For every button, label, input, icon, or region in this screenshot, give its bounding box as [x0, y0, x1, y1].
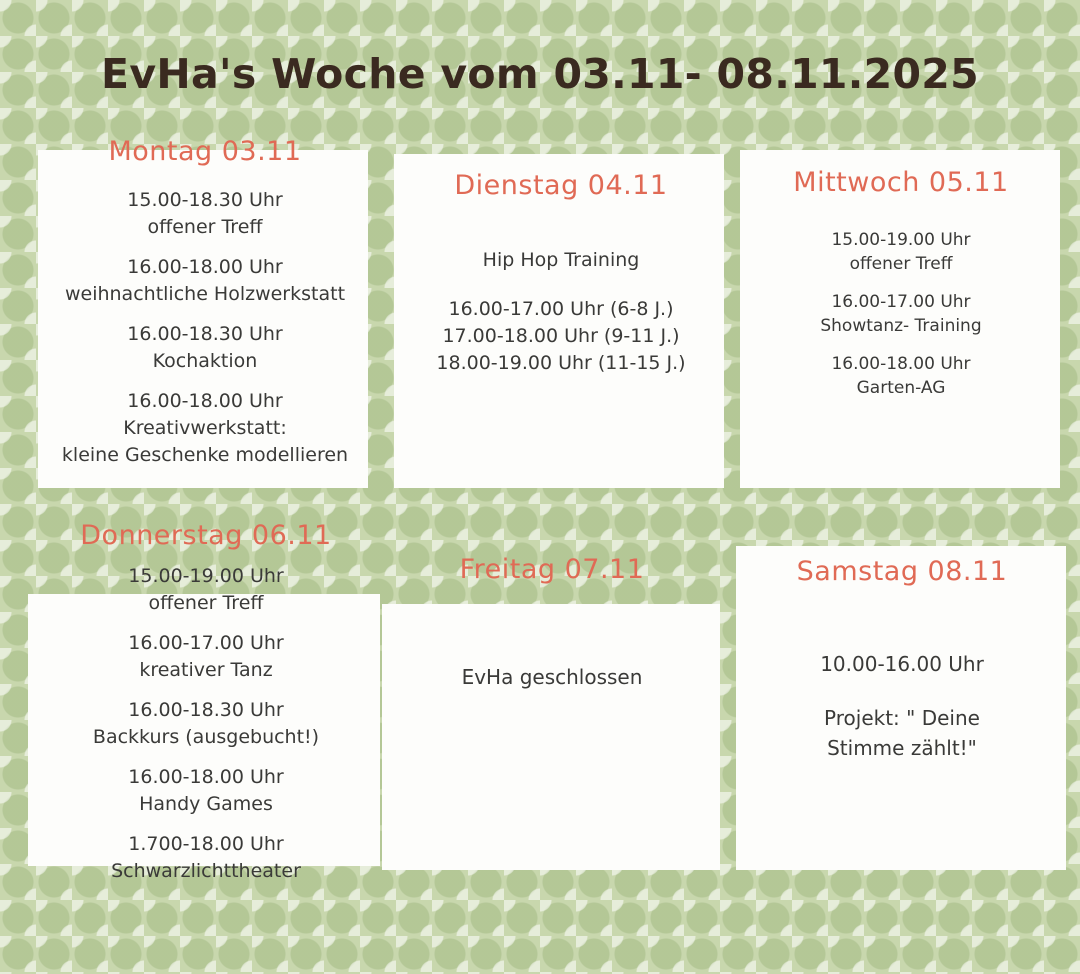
entry-item: [736, 228, 1066, 276]
entry-item: [30, 187, 380, 241]
entry-line: 15.00-19.00 Uhr: [831, 230, 971, 250]
day-entries-mittwoch: [736, 228, 1066, 400]
entry-item: [20, 764, 392, 818]
day-title-freitag: Freitag 07.11: [459, 554, 645, 585]
entry-line: offener Treff: [148, 592, 264, 614]
entry-line: 18.00-19.00 Uhr (11-15 J.): [436, 352, 686, 374]
entry-line: 16.00-18.00 Uhr: [127, 390, 283, 412]
day-entries-dienstag: [392, 247, 730, 377]
entry-item: [20, 563, 392, 617]
entry-item: [380, 663, 724, 691]
entry-line: 16.00-18.00 Uhr: [127, 256, 283, 278]
entry-item: [20, 697, 392, 751]
entry-item: [392, 296, 730, 377]
entry-item: [736, 352, 1066, 400]
day-title-samstag: Samstag 08.11: [796, 556, 1008, 587]
day-title-donnerstag: Donnerstag 06.11: [80, 520, 332, 551]
entry-line: Projekt: " Deine: [824, 706, 980, 730]
entry-line: Stimme zählt!": [827, 736, 977, 760]
entry-line: 16.00-17.00 Uhr: [831, 292, 971, 312]
day-title-montag: Montag 03.11: [108, 136, 302, 167]
entry-line: Hip Hop Training: [482, 249, 640, 271]
entry-item: [392, 247, 730, 274]
entry-line: offener Treff: [849, 254, 953, 274]
entry-line: 15.00-19.00 Uhr: [128, 565, 284, 587]
entry-line: kreativer Tanz: [139, 659, 273, 681]
day-block-freitag: [380, 554, 724, 704]
day-block-montag: [30, 136, 380, 482]
entry-line: 16.00-18.30 Uhr: [127, 323, 283, 345]
entry-line: Showtanz- Training: [820, 316, 982, 336]
entry-line: 15.00-18.30 Uhr: [127, 189, 283, 211]
entry-item: [30, 321, 380, 375]
entry-item: [30, 254, 380, 308]
entry-line: 16.00-18.00 Uhr: [128, 766, 284, 788]
day-block-mittwoch: [736, 167, 1066, 414]
day-block-donnerstag: [20, 520, 392, 898]
day-title-mittwoch: Mittwoch 05.11: [793, 167, 1009, 198]
entry-line: 1.700-18.00 Uhr: [128, 833, 284, 855]
entry-line: 16.00-17.00 Uhr (6-8 J.): [448, 298, 674, 320]
day-entries-donnerstag: [20, 563, 392, 885]
page-title: EvHa's Woche vom 03.11- 08.11.2025: [101, 50, 979, 98]
entry-line: Handy Games: [139, 793, 273, 815]
entry-item: [736, 290, 1066, 338]
entry-line: weihnachtliche Holzwerkstatt: [64, 283, 346, 305]
entry-line: 10.00-16.00 Uhr: [820, 652, 984, 676]
entry-line: Backkurs (ausgebucht!): [92, 726, 320, 748]
entry-line: kleine Geschenke modellieren: [61, 444, 349, 466]
entry-line: Kreativwerkstatt:: [123, 417, 287, 439]
entry-line: 17.00-18.00 Uhr (9-11 J.): [442, 325, 680, 347]
entry-line: Schwarzlichttheater: [111, 860, 301, 882]
entry-line: Kochaktion: [152, 350, 258, 372]
entry-line: 16.00-17.00 Uhr: [128, 632, 284, 654]
entry-item: [30, 388, 380, 469]
entry-line: offener Treff: [147, 216, 263, 238]
entry-line: Garten-AG: [856, 378, 946, 398]
day-block-samstag: [730, 556, 1074, 787]
entry-item: [730, 703, 1074, 763]
day-entries-montag: [30, 187, 380, 469]
entry-line: 16.00-18.00 Uhr: [831, 354, 971, 374]
entry-line: EvHa geschlossen: [461, 665, 643, 689]
entry-item: [20, 630, 392, 684]
day-entries-freitag: [380, 663, 724, 691]
entry-line: 16.00-18.30 Uhr: [128, 699, 284, 721]
entry-item: [20, 831, 392, 885]
entry-item: [730, 649, 1074, 679]
day-title-dienstag: Dienstag 04.11: [454, 170, 668, 201]
day-entries-samstag: [730, 649, 1074, 763]
day-block-dienstag: [392, 170, 730, 390]
